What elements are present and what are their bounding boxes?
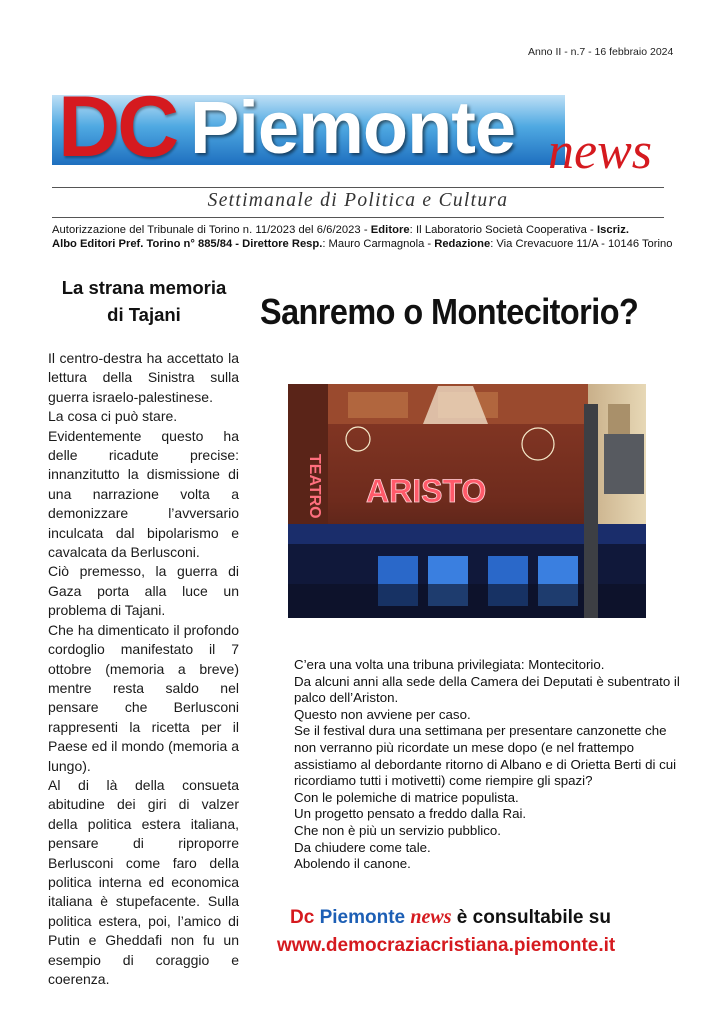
article-line: Abolendo il canone. [294, 856, 411, 872]
sidebar-paragraph: Al di là della consueta abitudine dei giri di valzer della politica estera italiana, pensare di riproporre Berlusconi come faro della politica interna ed economica italiana è stupefacente. Sulla politica estera, poi, l’amico di Putin e Gheddafi non fu un esempio di coraggio e coerenza. [48, 776, 239, 987]
article-line: Che non è più un servizio pubblico. [294, 822, 501, 838]
article-line: Da chiudere come tale. [294, 839, 431, 855]
sidebar-paragraph: Che ha dimenticato il profondo cordoglio manifestato il 7 ottobre (memoria a breve) mentre resta saldo nel pensare che Berlusconi rappresenti la ricetta per il Paese ed il mondo (memoria a lungo). [48, 621, 239, 774]
article-line: Questo non avviene per caso. [294, 706, 471, 722]
ariston-sign: ARISTO [366, 473, 487, 509]
article-line: Un progetto pensato a freddo dalla Rai. [294, 806, 527, 822]
logo-news: news [548, 123, 652, 180]
masthead-rule-bottom [52, 217, 664, 218]
website-link[interactable]: www.democraziacristiana.piemonte.it [277, 935, 616, 956]
ariston-theatre-photo [288, 384, 646, 618]
sidebar-paragraph: Ciò premesso, la guerra di Gaza porta alla luce un problema di Tajani. [48, 563, 239, 619]
masthead-rule-top [52, 187, 664, 188]
sidebar-title: La strana memoria di Tajani [61, 277, 227, 325]
sidebar-paragraph: Il centro-destra ha accettato la lettura della Sinistra sulla guerra israelo-palestinese. [48, 350, 239, 405]
logo-dc: DC [58, 79, 177, 175]
legal-line-2: Albo Editori Pref. Torino n° 885/84 - Direttore Resp.: Mauro Carmagnola - Redazione: Via Crevacuore 11/A - 10146 Torino [52, 238, 673, 250]
article-line: Con le polemiche di matrice populista. [294, 789, 519, 805]
article-line: Da alcuni anni alla sede della Camera dei Deputati è subentrato il palco dell’Ariston. [294, 673, 680, 706]
article-line: C’era una volta una tribuna privilegiata: Montecitorio. [294, 657, 605, 672]
promo-line: Dc Piemonte news è consultabile su [290, 906, 611, 928]
logo-piemonte: Piemonte [190, 86, 516, 169]
tagline: Settimanale di Politica e Cultura [207, 190, 509, 211]
sidebar-article [48, 349, 239, 989]
article-line: Se il festival dura una settimana per presentare canzonette che non verranno più ricordate un mese dopo (e nel frattempo assistiamo al debordante ritorno di Albano e di Orietta Berti di cui ricordiamo tutti i motivetti) come riempire gli spazi? [294, 723, 677, 789]
headline: Sanremo o Montecitorio? [260, 291, 639, 332]
sidebar-paragraph: Evidentemente questo ha delle ricadute precise: innanzitutto la dismissione di una narrazione volta a demonizzare l’avversario inculcata dal bipolarismo e cavalcata da Berlusconi. [48, 427, 239, 561]
legal-line-1: Autorizzazione del Tribunale di Torino n. 11/2023 del 6/6/2023 - Editore: Il Laboratorio Società Cooperativa - Iscriz. [52, 224, 630, 236]
main-article [294, 657, 684, 873]
sidebar-paragraph: La cosa ci può stare. [48, 408, 178, 425]
issue-line: Anno II - n.7 - 16 febbraio 2024 [528, 46, 674, 58]
teatro-sign: TEATRO [306, 454, 323, 519]
